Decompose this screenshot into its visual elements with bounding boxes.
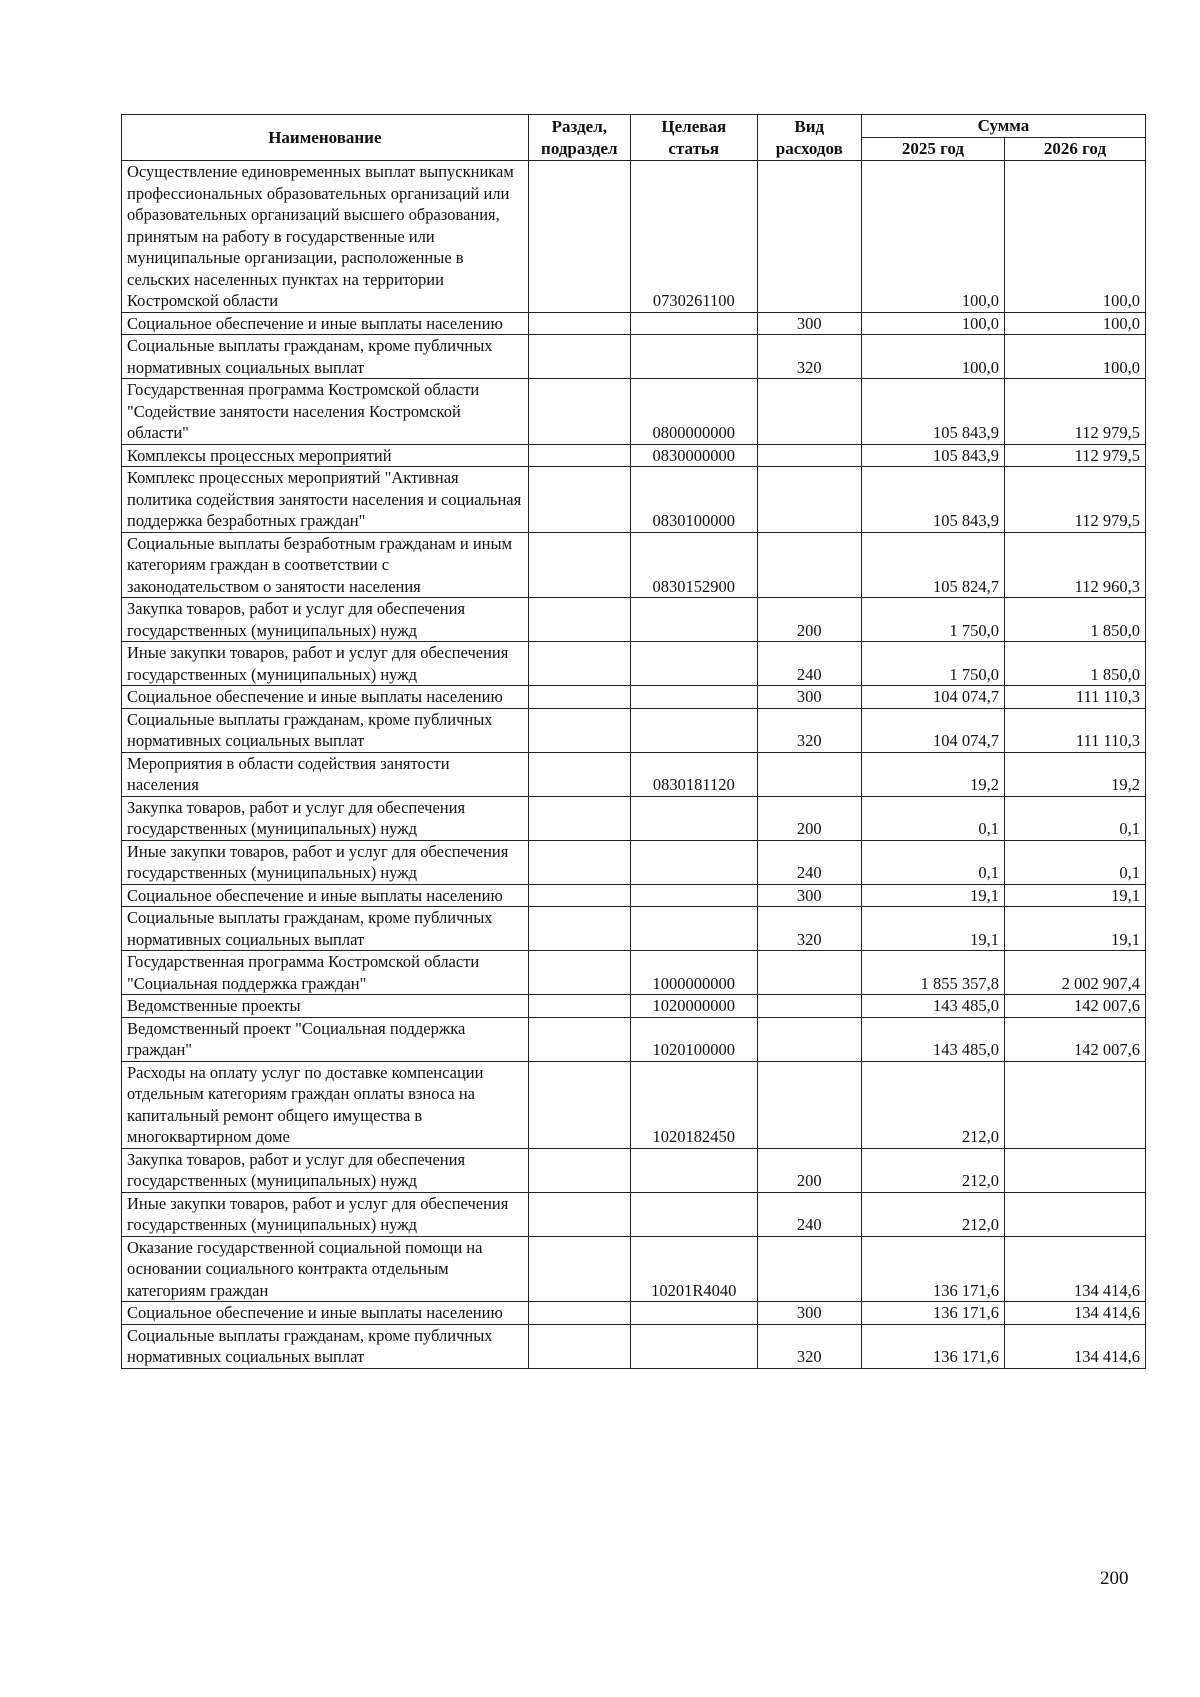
cell-amount-2026: 19,2 — [1004, 752, 1145, 796]
cell-amount-2025: 105 843,9 — [861, 444, 1004, 467]
table-row — [122, 444, 1146, 467]
cell-amount-2025: 100,0 — [861, 312, 1004, 335]
cell-name: Оказание государственной социальной помощи на основании социального контракта отдельным категориям граждан — [122, 1236, 529, 1302]
cell-name: Государственная программа Костромской области "Социальная поддержка граждан" — [122, 951, 529, 995]
cell-section — [528, 884, 630, 907]
cell-amount-2026: 111 110,3 — [1004, 708, 1145, 752]
cell-target — [630, 686, 757, 709]
cell-amount-2025: 212,0 — [861, 1061, 1004, 1148]
cell-section — [528, 467, 630, 533]
table-row — [122, 951, 1146, 995]
table-row — [122, 335, 1146, 379]
table-row — [122, 995, 1146, 1018]
cell-expense-type: 320 — [757, 708, 861, 752]
cell-section — [528, 312, 630, 335]
cell-section — [528, 1061, 630, 1148]
cell-section — [528, 598, 630, 642]
table-row — [122, 598, 1146, 642]
cell-target — [630, 642, 757, 686]
cell-name: Социальное обеспечение и иные выплаты населению — [122, 312, 529, 335]
cell-amount-2025: 0,1 — [861, 840, 1004, 884]
cell-section — [528, 708, 630, 752]
cell-name: Расходы на оплату услуг по доставке компенсации отдельным категориям граждан оплаты взноса на капитальный ремонт общего имущества в многоквартирном доме — [122, 1061, 529, 1148]
cell-expense-type — [757, 752, 861, 796]
table-row — [122, 752, 1146, 796]
cell-amount-2025: 104 074,7 — [861, 686, 1004, 709]
cell-name: Закупка товаров, работ и услуг для обеспечения государственных (муниципальных) нужд — [122, 598, 529, 642]
cell-name: Государственная программа Костромской области "Содействие занятости населения Костромской области" — [122, 379, 529, 445]
cell-amount-2026: 19,1 — [1004, 884, 1145, 907]
cell-target — [630, 335, 757, 379]
table-row — [122, 907, 1146, 951]
cell-expense-type — [757, 161, 861, 313]
cell-amount-2025: 105 843,9 — [861, 467, 1004, 533]
header-year-2025: 2025 год — [861, 138, 1004, 161]
cell-expense-type — [757, 1236, 861, 1302]
cell-expense-type: 300 — [757, 312, 861, 335]
cell-section — [528, 1148, 630, 1192]
cell-section — [528, 907, 630, 951]
cell-amount-2025: 212,0 — [861, 1148, 1004, 1192]
cell-target: 1020182450 — [630, 1061, 757, 1148]
cell-target: 1020100000 — [630, 1017, 757, 1061]
cell-section — [528, 335, 630, 379]
cell-section — [528, 1192, 630, 1236]
cell-amount-2026: 2 002 907,4 — [1004, 951, 1145, 995]
cell-amount-2025: 100,0 — [861, 335, 1004, 379]
cell-name: Социальные выплаты гражданам, кроме публичных нормативных социальных выплат — [122, 907, 529, 951]
cell-target: 10201R4040 — [630, 1236, 757, 1302]
cell-target — [630, 1148, 757, 1192]
cell-section — [528, 532, 630, 598]
cell-target — [630, 312, 757, 335]
cell-expense-type — [757, 1017, 861, 1061]
cell-amount-2026: 112 979,5 — [1004, 379, 1145, 445]
cell-name: Социальное обеспечение и иные выплаты населению — [122, 884, 529, 907]
cell-amount-2025: 105 824,7 — [861, 532, 1004, 598]
cell-section — [528, 642, 630, 686]
cell-expense-type — [757, 444, 861, 467]
table-row — [122, 796, 1146, 840]
cell-section — [528, 752, 630, 796]
cell-amount-2025: 1 855 357,8 — [861, 951, 1004, 995]
cell-amount-2025: 0,1 — [861, 796, 1004, 840]
table-row — [122, 884, 1146, 907]
header-year-2026: 2026 год — [1004, 138, 1145, 161]
cell-expense-type: 320 — [757, 907, 861, 951]
cell-amount-2026: 142 007,6 — [1004, 1017, 1145, 1061]
cell-expense-type — [757, 532, 861, 598]
cell-expense-type — [757, 379, 861, 445]
cell-amount-2026: 134 414,6 — [1004, 1324, 1145, 1368]
cell-name: Социальные выплаты безработным гражданам и иным категориям граждан в соответствии с законодательством о занятости населения — [122, 532, 529, 598]
header-name: Наименование — [122, 115, 529, 161]
cell-amount-2026: 142 007,6 — [1004, 995, 1145, 1018]
table-row — [122, 708, 1146, 752]
table-row — [122, 642, 1146, 686]
table-row — [122, 686, 1146, 709]
table-row — [122, 1061, 1146, 1148]
cell-amount-2026: 100,0 — [1004, 161, 1145, 313]
header-sum: Сумма — [861, 115, 1145, 138]
cell-amount-2026: 0,1 — [1004, 796, 1145, 840]
cell-amount-2026: 134 414,6 — [1004, 1236, 1145, 1302]
cell-amount-2025: 19,1 — [861, 884, 1004, 907]
table-row — [122, 312, 1146, 335]
cell-expense-type: 320 — [757, 335, 861, 379]
cell-target: 0800000000 — [630, 379, 757, 445]
cell-amount-2026: 100,0 — [1004, 335, 1145, 379]
cell-section — [528, 796, 630, 840]
cell-amount-2026: 112 979,5 — [1004, 444, 1145, 467]
cell-amount-2025: 19,2 — [861, 752, 1004, 796]
table-row — [122, 379, 1146, 445]
cell-target — [630, 598, 757, 642]
table-row — [122, 1302, 1146, 1325]
cell-amount-2026: 112 960,3 — [1004, 532, 1145, 598]
cell-expense-type: 300 — [757, 1302, 861, 1325]
cell-amount-2025: 19,1 — [861, 907, 1004, 951]
cell-expense-type — [757, 1061, 861, 1148]
cell-target — [630, 796, 757, 840]
table-row — [122, 532, 1146, 598]
cell-amount-2026 — [1004, 1061, 1145, 1148]
cell-name: Социальные выплаты гражданам, кроме публичных нормативных социальных выплат — [122, 335, 529, 379]
table-row — [122, 1148, 1146, 1192]
page-number: 200 — [1100, 1568, 1129, 1589]
cell-section — [528, 951, 630, 995]
cell-amount-2025: 136 171,6 — [861, 1236, 1004, 1302]
cell-section — [528, 379, 630, 445]
cell-amount-2025: 136 171,6 — [861, 1302, 1004, 1325]
cell-name: Комплекс процессных мероприятий "Активная политика содействия занятости населения и социальная поддержка безработных граждан" — [122, 467, 529, 533]
cell-target — [630, 1192, 757, 1236]
header-expense-type: Вид расходов — [757, 115, 861, 161]
cell-amount-2026: 19,1 — [1004, 907, 1145, 951]
cell-section — [528, 840, 630, 884]
cell-target — [630, 1324, 757, 1368]
cell-amount-2025: 143 485,0 — [861, 995, 1004, 1018]
cell-name: Иные закупки товаров, работ и услуг для обеспечения государственных (муниципальных) нужд — [122, 642, 529, 686]
cell-expense-type: 200 — [757, 1148, 861, 1192]
cell-name: Ведомственный проект "Социальная поддержка граждан" — [122, 1017, 529, 1061]
cell-amount-2026: 100,0 — [1004, 312, 1145, 335]
cell-expense-type: 300 — [757, 884, 861, 907]
cell-section — [528, 444, 630, 467]
cell-section — [528, 1017, 630, 1061]
cell-amount-2026: 1 850,0 — [1004, 598, 1145, 642]
cell-name: Иные закупки товаров, работ и услуг для обеспечения государственных (муниципальных) нужд — [122, 840, 529, 884]
cell-name: Закупка товаров, работ и услуг для обеспечения государственных (муниципальных) нужд — [122, 1148, 529, 1192]
cell-amount-2025: 143 485,0 — [861, 1017, 1004, 1061]
cell-expense-type: 240 — [757, 840, 861, 884]
cell-amount-2025: 104 074,7 — [861, 708, 1004, 752]
header-target: Целевая статья — [630, 115, 757, 161]
cell-expense-type: 320 — [757, 1324, 861, 1368]
cell-amount-2025: 1 750,0 — [861, 598, 1004, 642]
cell-amount-2026 — [1004, 1192, 1145, 1236]
table-row — [122, 1017, 1146, 1061]
cell-target — [630, 907, 757, 951]
cell-amount-2026: 111 110,3 — [1004, 686, 1145, 709]
table-row — [122, 840, 1146, 884]
budget-table — [121, 114, 1146, 1369]
cell-amount-2025: 212,0 — [861, 1192, 1004, 1236]
cell-target — [630, 708, 757, 752]
cell-name: Социальные выплаты гражданам, кроме публичных нормативных социальных выплат — [122, 708, 529, 752]
table-row — [122, 1236, 1146, 1302]
cell-name: Закупка товаров, работ и услуг для обеспечения государственных (муниципальных) нужд — [122, 796, 529, 840]
table-row — [122, 467, 1146, 533]
cell-target — [630, 884, 757, 907]
cell-expense-type — [757, 951, 861, 995]
cell-amount-2026: 112 979,5 — [1004, 467, 1145, 533]
cell-expense-type: 200 — [757, 598, 861, 642]
table-body — [122, 161, 1146, 1369]
header-section: Раздел, подраздел — [528, 115, 630, 161]
cell-section — [528, 1302, 630, 1325]
cell-target — [630, 840, 757, 884]
cell-section — [528, 161, 630, 313]
budget-sheet — [121, 114, 1146, 1369]
cell-amount-2026: 0,1 — [1004, 840, 1145, 884]
cell-amount-2025: 136 171,6 — [861, 1324, 1004, 1368]
cell-expense-type: 200 — [757, 796, 861, 840]
cell-amount-2025: 100,0 — [861, 161, 1004, 313]
cell-target: 1020000000 — [630, 995, 757, 1018]
table-row — [122, 1324, 1146, 1368]
cell-amount-2026: 134 414,6 — [1004, 1302, 1145, 1325]
cell-amount-2025: 1 750,0 — [861, 642, 1004, 686]
cell-amount-2025: 105 843,9 — [861, 379, 1004, 445]
cell-amount-2026 — [1004, 1148, 1145, 1192]
cell-name: Социальное обеспечение и иные выплаты населению — [122, 686, 529, 709]
cell-name: Комплексы процессных мероприятий — [122, 444, 529, 467]
cell-target: 0830000000 — [630, 444, 757, 467]
cell-target — [630, 1302, 757, 1325]
cell-section — [528, 995, 630, 1018]
cell-name: Ведомственные проекты — [122, 995, 529, 1018]
cell-name: Иные закупки товаров, работ и услуг для обеспечения государственных (муниципальных) нужд — [122, 1192, 529, 1236]
table-header — [122, 115, 1146, 161]
cell-target: 0830181120 — [630, 752, 757, 796]
cell-section — [528, 686, 630, 709]
cell-target: 0830152900 — [630, 532, 757, 598]
cell-target: 1000000000 — [630, 951, 757, 995]
cell-target: 0730261100 — [630, 161, 757, 313]
cell-section — [528, 1324, 630, 1368]
cell-name: Мероприятия в области содействия занятости населения — [122, 752, 529, 796]
cell-name: Социальные выплаты гражданам, кроме публичных нормативных социальных выплат — [122, 1324, 529, 1368]
cell-expense-type: 240 — [757, 1192, 861, 1236]
table-row — [122, 1192, 1146, 1236]
table-row — [122, 161, 1146, 313]
cell-name: Социальное обеспечение и иные выплаты населению — [122, 1302, 529, 1325]
cell-expense-type: 240 — [757, 642, 861, 686]
cell-amount-2026: 1 850,0 — [1004, 642, 1145, 686]
cell-expense-type — [757, 467, 861, 533]
cell-expense-type — [757, 995, 861, 1018]
cell-target: 0830100000 — [630, 467, 757, 533]
cell-expense-type: 300 — [757, 686, 861, 709]
cell-name: Осуществление единовременных выплат выпускникам профессиональных образовательных организаций или образовательных организаций высшего образования, принятым на работу в государственные или муниципальные организации, расположенные в сельских населенных пунктах на территории Костромской области — [122, 161, 529, 313]
cell-section — [528, 1236, 630, 1302]
